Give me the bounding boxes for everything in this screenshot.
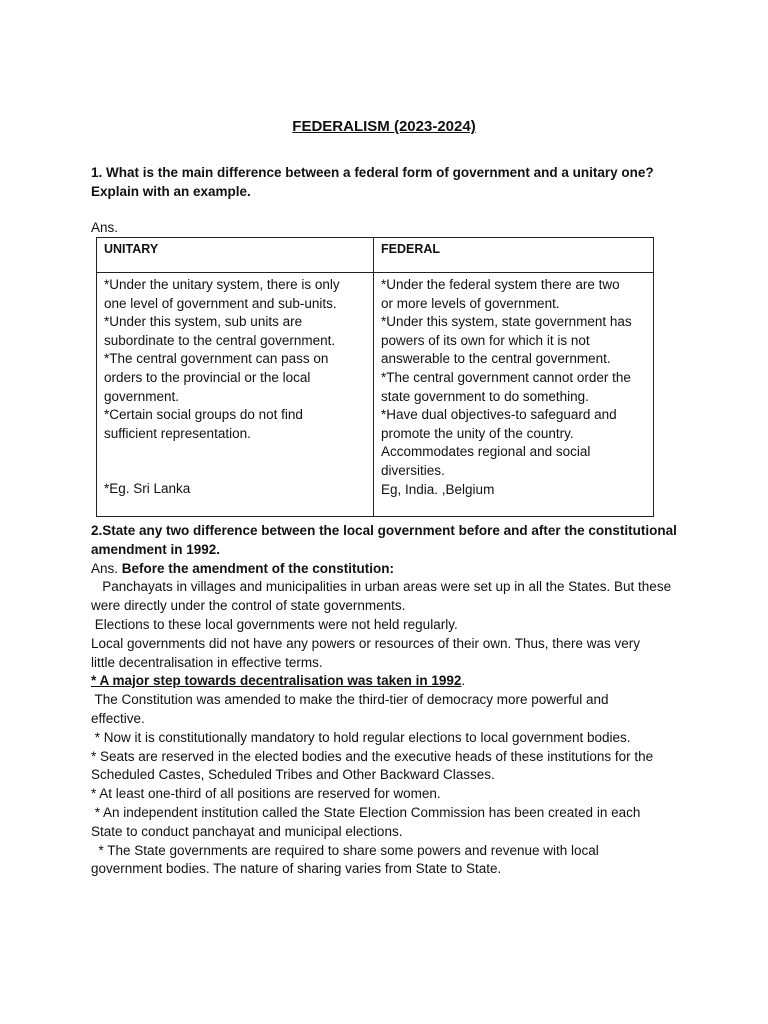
federal-line: *Have dual objectives-to safeguard and: [381, 407, 617, 423]
question-1-line-1: 1. What is the main difference between a federal form of government and a unitary one?: [91, 165, 654, 180]
paragraph-line: Panchayats in villages and municipalities in urban areas were set up in all the States. But these: [91, 579, 672, 595]
unitary-line: orders to the provincial or the local: [104, 369, 311, 385]
paragraph-line: were directly under the control of state governments.: [91, 598, 406, 614]
major-step-line: [91, 672, 681, 691]
federal-line: *Under the federal system there are two: [381, 277, 620, 292]
question-1: [91, 163, 691, 201]
question-1-line-2: Explain with an example.: [91, 184, 251, 199]
unitary-line: government.: [104, 388, 180, 404]
table-body-row: [97, 273, 654, 517]
paragraph-line: government bodies. The nature of sharing varies from State to State.: [91, 861, 502, 877]
answer-1-label: Ans.: [91, 220, 119, 235]
federal-line: Accommodates regional and social: [381, 444, 591, 460]
answer-2-heading-line: [91, 560, 681, 579]
paragraph-line: little decentralisation in effective terms.: [91, 654, 323, 670]
paragraph-line: * Seats are reserved in the elected bodies and the executive heads of these institutions for the: [91, 748, 654, 764]
federal-line: diversities.: [381, 462, 445, 478]
federal-cell: [374, 273, 654, 517]
federal-line: promote the unity of the country.: [381, 425, 574, 441]
comparison-table: [96, 237, 654, 517]
question-2-line-2: amendment in 1992.: [91, 541, 221, 557]
paragraph-line: effective.: [91, 710, 145, 726]
header-unitary: UNITARY: [97, 238, 374, 273]
paragraph-line: Local governments did not have any powers or resources of their own. Thus, there was very: [91, 635, 641, 651]
unitary-example: *Eg. Sri Lanka: [104, 481, 191, 497]
paragraph-line: * Now it is constitutionally mandatory to hold regular elections to local government bodies.: [91, 729, 631, 745]
header-federal: FEDERAL: [374, 238, 654, 273]
paragraph-line: * The State governments are required to share some powers and revenue with local: [91, 842, 599, 858]
federal-example: Eg, India. ,Belgium: [381, 481, 495, 497]
major-step-period: .: [461, 673, 466, 689]
paragraph-line: * At least one-third of all positions are reserved for women.: [91, 786, 441, 802]
federal-line: answerable to the central government.: [381, 351, 611, 367]
question-2-line-1: 2.State any two difference between the local government before and after the constitutional: [91, 523, 677, 538]
unitary-line: *The central government can pass on: [104, 351, 329, 367]
answer-2-label: Ans.: [91, 560, 122, 576]
answer-2-heading: Before the amendment of the constitution:: [121, 560, 395, 576]
unitary-line: one level of government and sub-units.: [104, 295, 337, 311]
unitary-line: *Under this system, sub units are: [104, 314, 303, 330]
federal-line: or more levels of government.: [381, 295, 560, 311]
unitary-line: subordinate to the central government.: [104, 332, 336, 348]
unitary-line: sufficient representation.: [104, 425, 251, 441]
table-header-row: [97, 238, 654, 273]
paragraph-line: Elections to these local governments were not held regularly.: [91, 616, 458, 632]
federal-line: powers of its own for which it is not: [381, 332, 590, 348]
major-step-heading: * A major step towards decentralisation was taken in 1992: [91, 673, 462, 689]
page-title: FEDERALISM (2023-2024): [292, 118, 476, 135]
unitary-line: *Under the unitary system, there is only: [104, 277, 340, 292]
unitary-cell: [97, 273, 374, 517]
paragraph-line: The Constitution was amended to make the third-tier of democracy more powerful and: [91, 692, 609, 708]
unitary-line: *Certain social groups do not find: [104, 407, 303, 423]
paragraph-line: State to conduct panchayat and municipal elections.: [91, 823, 403, 839]
federal-line: state government to do something.: [381, 388, 589, 404]
federal-line: *The central government cannot order the: [381, 369, 631, 385]
paragraph-line: Scheduled Castes, Scheduled Tribes and Other Backward Classes.: [91, 767, 495, 783]
federal-line: *Under this system, state government has: [381, 314, 632, 330]
paragraph-line: * An independent institution called the State Election Commission has been created in each: [91, 804, 641, 820]
cell-spacer: [104, 443, 366, 480]
question-2-section: [91, 522, 681, 879]
